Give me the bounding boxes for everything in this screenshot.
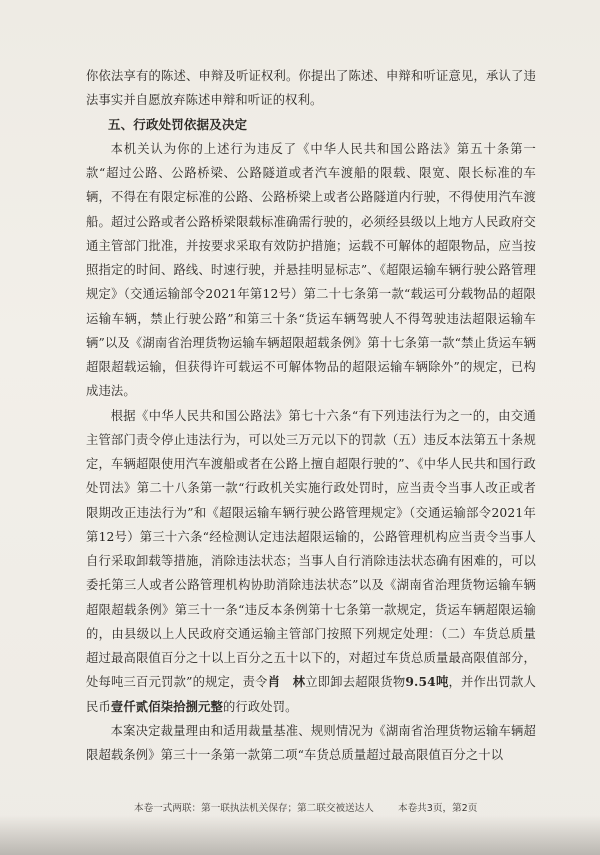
footer-copies-note: 本卷一式两联：第一联执法机关保存；第二联交被送达人 bbox=[134, 803, 374, 814]
penalty-text-2: 立即卸去超限货物 bbox=[305, 675, 406, 690]
paragraph-rights: 你依法享有的陈述、申辩及听证权利。你提出了陈述、申辩和听证意见，承认了违法事实并自愿放弃陈述申辩和听证的权利。 bbox=[86, 69, 536, 108]
section-heading: 五、行政处罚依据及决定 bbox=[108, 116, 248, 132]
penalty-text-3: ，并作出罚款人民币 bbox=[86, 675, 537, 714]
paragraph-violation: 本机关认为你的上述行为违反了《中华人民共和国公路法》第五十条第一款“超过公路、公路桥梁、公路隧道或者汽车渡船的限载、限宽、限长标准的车辆，不得在有限定标准的公路、公路桥梁上或者公路隧道内行驶，不得使用汽车渡船。超过公路或者公路桥梁限载标准确需行驶的，必须经县级以上地方人民政府交通主管部门批准，并按要求采取有效防护措施；运载不可解体的超限物品，应当按照指定的时间、路线、时速行驶，并悬挂明显标志”、《超限运输车辆行驶公路管理规定》（交通运输部令2021年第12号）第二十七条第一款“载运可分载物品的超限运输车辆，禁止行驶公路”和第三十条“货运车辆驾驶人不得驾驶违法超限运输车辆”以及《湖南省治理货物运输车辆超限超载条例》第十七条第一款“禁止货运车辆超限超载运输，但获得许可载运不可解体物品的超限运输车辆除外”的规定，已构成违法。 bbox=[86, 141, 536, 399]
page-shadow bbox=[0, 815, 600, 855]
fine-amount: 壹仟贰佰柒拾捌元整 bbox=[110, 698, 223, 714]
penalty-text-4: 的行政处罚。 bbox=[222, 699, 298, 714]
overload-tonnage: 9.54吨 bbox=[405, 674, 449, 690]
penalty-basis-text: 根据《中华人民共和国公路法》第七十六条“有下列违法行为之一的，由交通主管部门责令停止违法行为，可以处三万元以下的罚款（五）违反本法第五十条规定，车辆超限使用汽车渡船或者在公路上擅自超限行驶的”、《中华人民共和国行政处罚法》第二十八条第一款“行政机关实施行政处罚时，应当责令当事人改正或者限期改正违法行为”和《超限运输车辆行驶公路管理规定》（交通运输部令2021年第12号）第三十六条“经检测认定违法超限运输的，公路管理机构应当责令当事人自行采取卸载等措施，消除违法状态；当事人自行消除违法状态确有困难的，可以委托第三人或者公路管理机构协助消除违法状态”以及《湖南省治理货物运输车辆超限超载条例》第三十一条“违反本条例第十七条第一款规定，货运车辆超限运输的，由县级以上人民政府交通运输主管部门按照下列规定处理：（二）车货总质量超过最高限值百分之十以上百分之五十以下的，对超过车货总质量最高限值部分，处每吨三百元罚款”的规定，责令 bbox=[86, 408, 536, 690]
document-body bbox=[86, 64, 536, 767]
party-name: 肖 林 bbox=[267, 674, 306, 690]
paragraph-discretion: 本案决定裁量理由和适用裁量基准、规则情况为《湖南省治理货物运输车辆超限超载条例》第三十一条第一款第二项“车货总质量超过最高限值百分之十以 bbox=[86, 723, 536, 762]
paragraph-penalty-basis bbox=[86, 404, 536, 719]
footer-page-number: 本卷共3页，第2页 bbox=[398, 803, 478, 814]
